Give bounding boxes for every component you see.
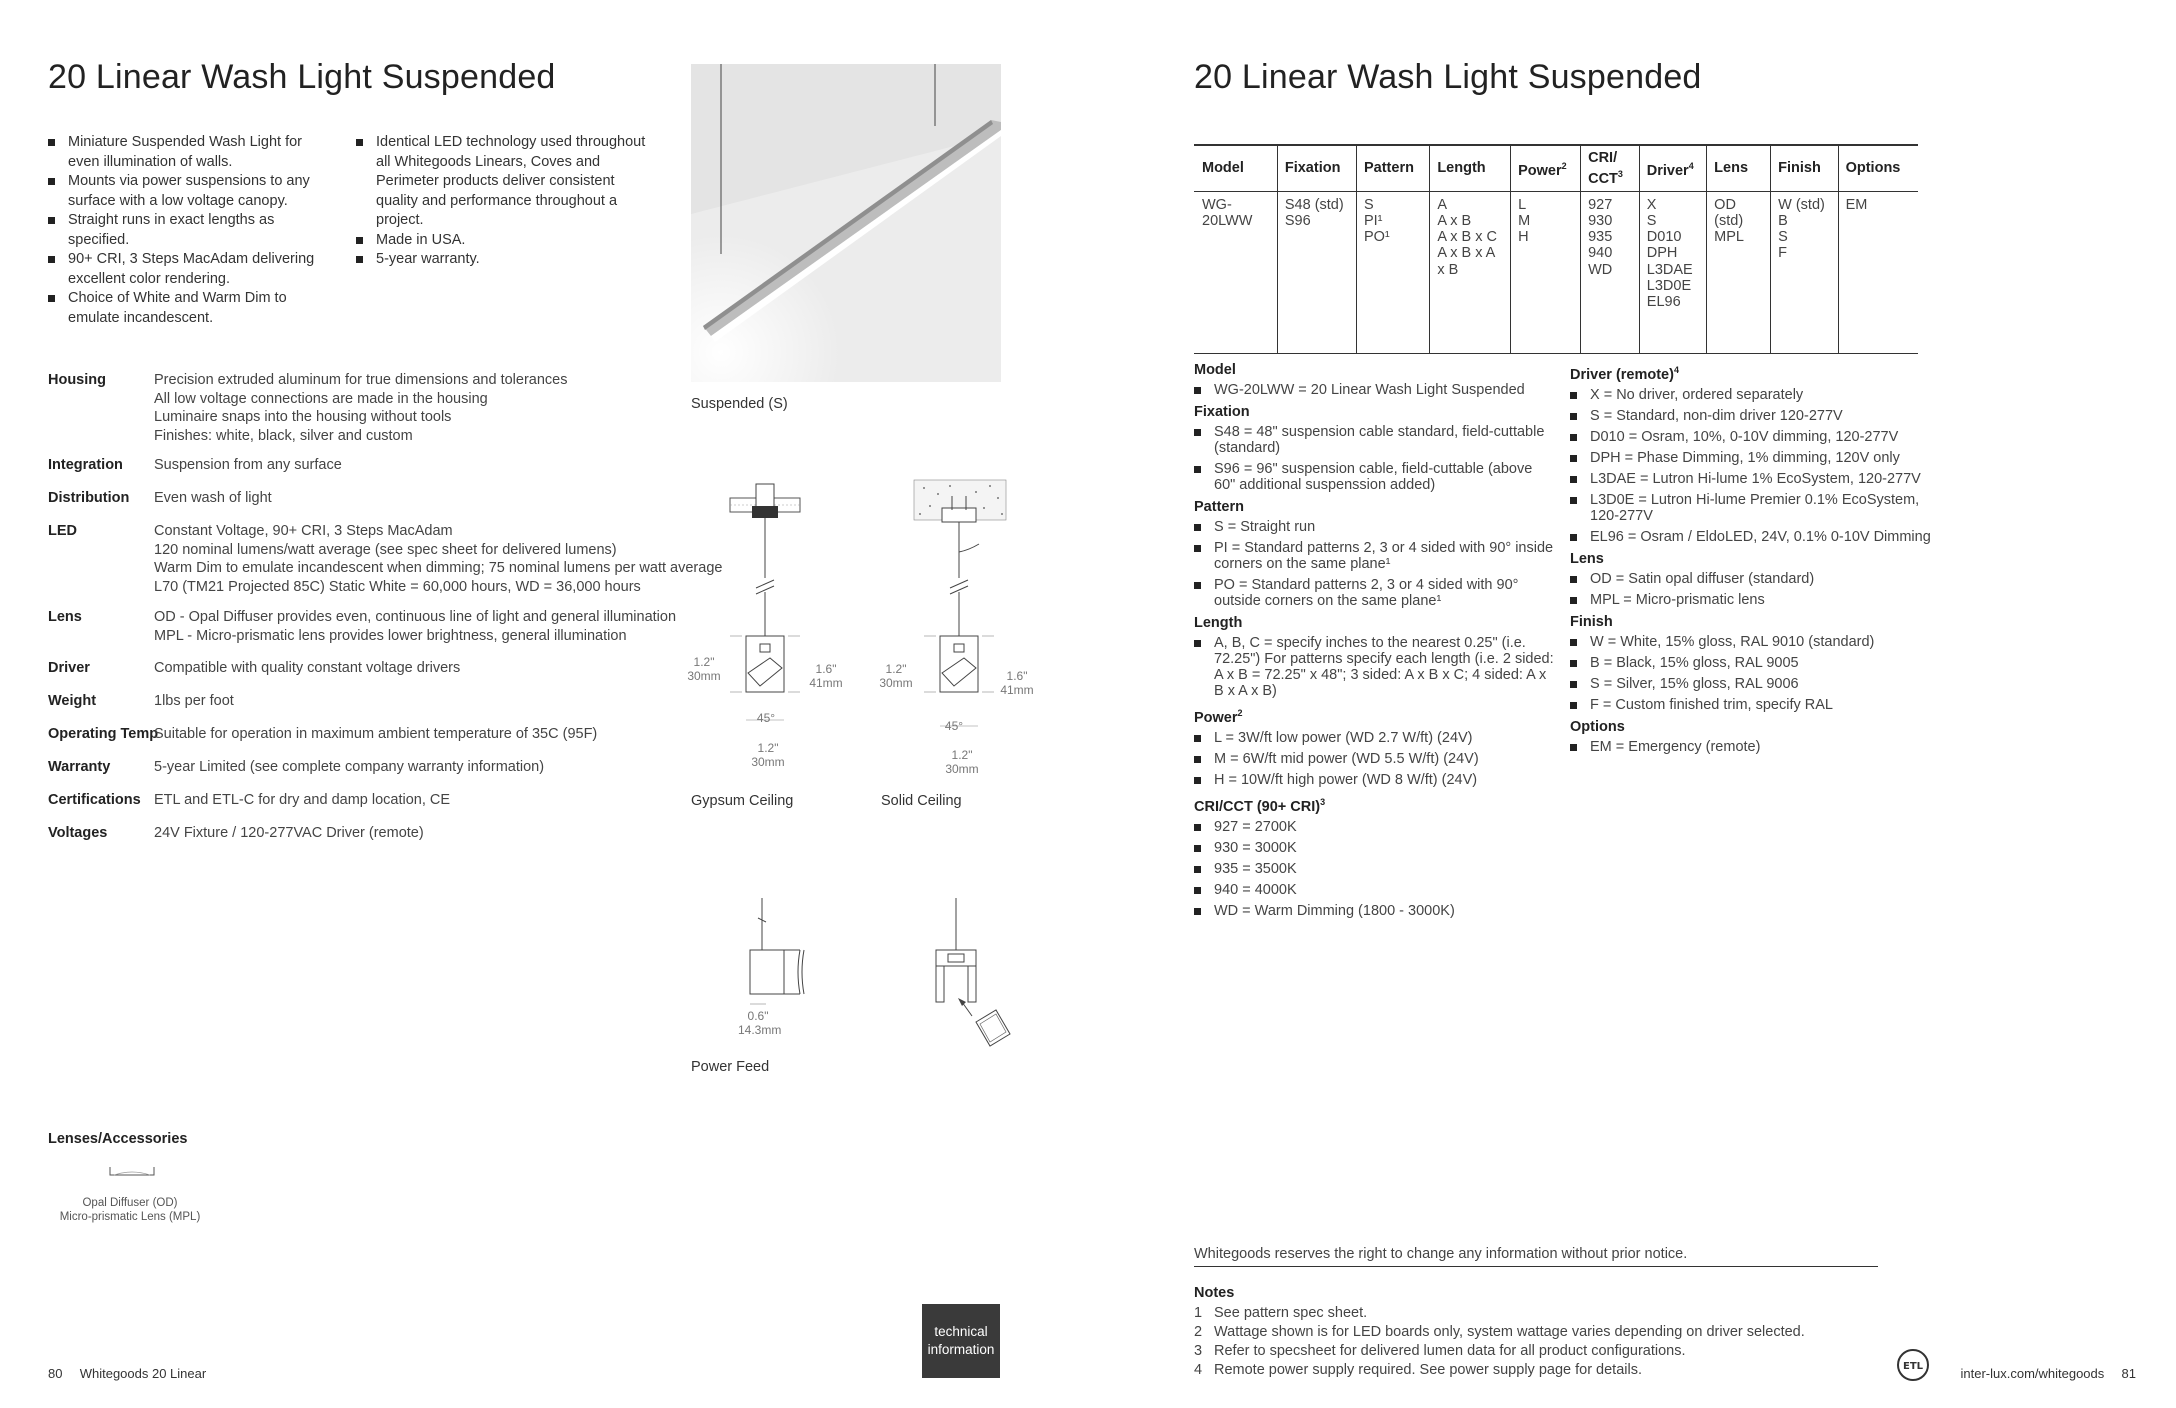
option-list <box>1570 571 1950 608</box>
option-group-title: Power <box>1194 709 1238 726</box>
product-photo <box>691 64 1001 382</box>
solid-dim-bottom: 1.2" 30mm <box>945 748 979 776</box>
feature-list-col2 <box>356 133 646 270</box>
spec-value <box>154 456 342 475</box>
lens-profile-icon <box>108 1164 156 1180</box>
option-item: S96 = 96" suspension cable, field-cuttable (above 60" additional suspenssion added) <box>1194 461 1554 493</box>
feature-bullet: Mounts via power suspensions to any surface with a low voltage canopy. <box>48 172 323 211</box>
option-item: DPH = Phase Dimming, 1% dimming, 120V only <box>1570 450 1950 466</box>
spec-value <box>154 725 597 744</box>
etl-logo-text: ETL <box>1902 1361 1924 1372</box>
option-group-heading <box>1194 705 1554 726</box>
note-number: 3 <box>1194 1343 1203 1359</box>
option-group-title: Length <box>1194 615 1243 631</box>
order-col-header-text: Model <box>1202 160 1244 177</box>
ordering-table <box>1194 144 1918 354</box>
spec-line: Suitable for operation in maximum ambient temperature of 35C (95F) <box>154 726 598 742</box>
gypsum-dim-bottom: 1.2" 30mm <box>751 741 785 769</box>
option-group-title: Options <box>1570 718 1625 735</box>
spec-line: Warm Dim to emulate incandescent when dimming; 75 nominal lumens per watt average <box>154 560 723 576</box>
option-list <box>1194 424 1554 493</box>
option-item: PO = Standard patterns 2, 3 or 4 sided with 90° outside corners on the same plane¹ <box>1194 577 1554 609</box>
etl-cert-logo <box>1896 1348 1930 1382</box>
solid-dim-left: 1.2" 30mm <box>879 662 913 690</box>
spec-line: Suspension from any surface <box>154 457 342 473</box>
option-group-title: Model <box>1194 362 1236 378</box>
option-item: S = Silver, 15% gloss, RAL 9006 <box>1570 676 1950 692</box>
feature-bullet: Made in USA. <box>356 231 646 251</box>
spec-line: Even wash of light <box>154 490 272 506</box>
option-group-heading <box>1570 614 1950 630</box>
note-number: 4 <box>1194 1362 1203 1378</box>
option-item: OD = Satin opal diffuser (standard) <box>1570 571 1950 587</box>
spec-line: 24V Fixture / 120-277VAC Driver (remote) <box>154 825 424 841</box>
note-number: 1 <box>1194 1305 1203 1321</box>
right-page-title: 20 Linear Wash Light Suspended <box>1194 58 1702 96</box>
order-cell: A A x B A x B x C A x B x A x B <box>1430 191 1511 353</box>
option-group-heading <box>1194 794 1554 815</box>
spec-label: Voltages <box>48 825 108 841</box>
note-text: Refer to specsheet for delivered lumen data for all product configurations. <box>1214 1343 1686 1359</box>
note-number: 2 <box>1194 1324 1203 1340</box>
left-page-number: 80 <box>48 1366 63 1381</box>
right-page-number: 81 <box>2121 1366 2136 1381</box>
note-text: Wattage shown is for LED boards only, system wattage varies depending on driver selected. <box>1214 1324 1805 1340</box>
notes-list <box>1194 1304 1894 1380</box>
option-item: EM = Emergency (remote) <box>1570 739 1950 755</box>
feature-bullet: Miniature Suspended Wash Light for even illumination of walls. <box>48 133 323 172</box>
option-group-heading <box>1570 362 1950 383</box>
caption-power-feed: Power Feed <box>691 1059 770 1075</box>
right-footer <box>1960 1366 2136 1381</box>
footnote-ref: 2 <box>1237 708 1243 718</box>
spec-label: LED <box>48 523 77 539</box>
option-group-title: Finish <box>1570 613 1613 630</box>
spec-line: Precision extruded aluminum for true dimensions and tolerances <box>154 372 568 388</box>
order-cell: 927 930 935 940 WD <box>1581 191 1640 353</box>
option-list <box>1194 635 1554 699</box>
order-col-header <box>1639 145 1706 191</box>
order-cell: EM <box>1838 191 1918 353</box>
footnote-ref: 2 <box>1561 161 1567 171</box>
option-group-heading <box>1194 362 1554 378</box>
gypsum-dim-left: 1.2" 30mm <box>687 655 721 683</box>
option-item: S = Standard, non-dim driver 120-277V <box>1570 408 1950 424</box>
option-list <box>1194 730 1554 788</box>
accessories-heading: Lenses/Accessories <box>48 1131 188 1147</box>
spec-line: L70 (TM21 Projected 85C) Static White = 60,000 hours, WD = 36,000 hours <box>154 578 641 595</box>
note-row <box>1194 1361 1894 1380</box>
order-col-header <box>1581 145 1640 191</box>
order-cell: WG-20LWW <box>1194 191 1277 353</box>
notes-heading: Notes <box>1194 1285 1235 1301</box>
option-item: L3D0E = Lutron Hi-lume Premier 0.1% EcoSystem, 120-277V <box>1570 492 1950 524</box>
right-footer-url[interactable]: inter-lux.com/whitegoods <box>1960 1366 2105 1381</box>
option-item: S48 = 48" suspension cable standard, field-cuttable (standard) <box>1194 424 1554 456</box>
spec-line: Constant Voltage, 90+ CRI, 3 Steps MacAdam <box>154 523 453 539</box>
spec-value <box>154 791 450 810</box>
option-list <box>1570 387 1950 545</box>
option-item: D010 = Osram, 10%, 0-10V dimming, 120-277V <box>1570 429 1950 445</box>
left-page-title: 20 Linear Wash Light Suspended <box>48 58 556 96</box>
option-group-title: Pattern <box>1194 499 1244 515</box>
option-item: 935 = 3500K <box>1194 861 1554 877</box>
spec-label: Driver <box>48 660 90 676</box>
spec-value <box>154 371 567 445</box>
order-cell: OD (std) MPL <box>1707 191 1771 353</box>
option-list <box>1570 634 1950 713</box>
option-item: B = Black, 15% gloss, RAL 9005 <box>1570 655 1950 671</box>
spec-label: Lens <box>48 609 82 625</box>
option-item: 927 = 2700K <box>1194 819 1554 835</box>
spec-value <box>154 608 676 645</box>
option-group-title: Driver (remote) <box>1570 366 1674 383</box>
spec-value <box>154 692 234 711</box>
order-col-header <box>1194 145 1277 191</box>
feature-bullet: Identical LED technology used throughout all Whitegoods Linears, Coves and Perimeter products deliver consistent quality and performance throughout a project. <box>356 133 646 231</box>
order-col-header-text: Power <box>1518 162 1562 179</box>
note-text: See pattern spec sheet. <box>1214 1305 1368 1321</box>
power-feed-dim: 0.6" 14.3mm <box>738 1009 782 1037</box>
option-item: 940 = 4000K <box>1194 882 1554 898</box>
note-text: Remote power supply required. See power supply page for details. <box>1214 1362 1642 1378</box>
footnote-ref: 3 <box>1617 169 1623 179</box>
option-group-title: Fixation <box>1194 404 1250 420</box>
option-item: S = Straight run <box>1194 519 1554 535</box>
spec-line: 120 nominal lumens/watt average (see spec sheet for delivered lumens) <box>154 541 617 558</box>
spec-label: Warranty <box>48 759 111 775</box>
spec-line: 1lbs per foot <box>154 693 234 709</box>
accessory-label: Opal Diffuser (OD) Micro-prismatic Lens (MPL) <box>59 1197 201 1223</box>
option-item: WD = Warm Dimming (1800 - 3000K) <box>1194 903 1554 919</box>
spec-value <box>154 489 272 508</box>
spec-label: Distribution <box>48 490 130 506</box>
option-group-title: Lens <box>1570 550 1604 567</box>
spec-label: Housing <box>48 372 106 388</box>
option-group-heading <box>1194 499 1554 515</box>
footnote-ref: 4 <box>1688 161 1694 171</box>
order-col-header <box>1771 145 1838 191</box>
note-row <box>1194 1323 1894 1342</box>
order-col-header-text: Lens <box>1714 160 1749 177</box>
note-row <box>1194 1304 1894 1323</box>
order-col-header <box>1277 145 1356 191</box>
order-col-header-text: Fixation <box>1284 160 1341 177</box>
order-cell: S48 (std) S96 <box>1277 191 1356 353</box>
spec-line: Finishes: white, black, silver and custom <box>154 427 413 444</box>
suspended-fixture-render <box>691 64 1001 382</box>
order-cell: W (std) B S F <box>1771 191 1838 353</box>
left-footer <box>48 1366 206 1381</box>
option-item: A, B, C = specify inches to the nearest 0.25" (i.e. 72.25") For patterns specify each length (i.e. 2 sided: A x B = 72.25" x 48"; 3 sided: A x B x C; 4 sided: A x B x A x B) <box>1194 635 1554 699</box>
order-col-header <box>1511 145 1581 191</box>
spec-line: All low voltage connections are made in the housing <box>154 390 488 407</box>
option-item: H = 10W/ft high power (WD 8 W/ft) (24V) <box>1194 772 1554 788</box>
order-col-header-text: Finish <box>1778 160 1821 177</box>
option-item: F = Custom finished trim, specify RAL <box>1570 697 1950 713</box>
option-item: MPL = Micro-prismatic lens <box>1570 592 1950 608</box>
order-col-header-text: Driver <box>1646 162 1689 179</box>
disclaimer: Whitegoods reserves the right to change any information without prior notice. <box>1194 1246 1688 1262</box>
footnote-ref: 3 <box>1320 796 1326 807</box>
options-column-1 <box>1194 362 1554 925</box>
spec-value <box>154 659 460 678</box>
gypsum-dim-right: 1.6" 41mm <box>809 662 843 690</box>
order-col-header-text: Pattern <box>1363 160 1414 177</box>
order-col-header-text: CRI/ CCT <box>1588 150 1618 187</box>
options-column-2 <box>1570 362 1950 761</box>
technical-information-tab[interactable]: technical information <box>922 1304 1000 1378</box>
option-list <box>1194 382 1554 398</box>
feature-list-col1 <box>48 133 323 328</box>
spec-label: Integration <box>48 457 123 473</box>
option-group-title: CRI/CCT (90+ CRI) <box>1194 798 1321 815</box>
option-item: EL96 = Osram / EldoLED, 24V, 0.1% 0-10V Dimming <box>1570 529 1950 545</box>
gypsum-dim-angle: 45° <box>756 711 776 725</box>
order-cell: S PI¹ PO¹ <box>1356 191 1429 353</box>
order-col-header-text: Length <box>1437 160 1486 177</box>
solid-dim-angle: 45° <box>944 719 964 733</box>
order-col-header <box>1430 145 1511 191</box>
spec-line: MPL - Micro-prismatic lens provides lower brightness, general illumination <box>154 627 627 644</box>
left-footer-text: Whitegoods 20 Linear <box>79 1366 207 1381</box>
option-item: 930 = 3000K <box>1194 840 1554 856</box>
spec-line: 5-year Limited (see complete company warranty information) <box>154 759 545 775</box>
spec-line: Compatible with quality constant voltage drivers <box>154 660 461 676</box>
feature-bullet: Choice of White and Warm Dim to emulate incandescent. <box>48 289 323 328</box>
option-list <box>1570 739 1950 755</box>
solid-dim-right: 1.6" 41mm <box>1000 669 1034 697</box>
note-row <box>1194 1342 1894 1361</box>
option-list <box>1194 519 1554 609</box>
order-col-header-text: Options <box>1845 160 1901 177</box>
option-item: L = 3W/ft low power (WD 2.7 W/ft) (24V) <box>1194 730 1554 746</box>
order-col-header <box>1838 145 1918 191</box>
option-group-heading <box>1194 615 1554 631</box>
order-col-header <box>1356 145 1429 191</box>
option-item: M = 6W/ft mid power (WD 5.5 W/ft) (24V) <box>1194 751 1554 767</box>
spec-label: Operating Temp <box>48 726 159 742</box>
feature-bullet: 5-year warranty. <box>356 250 646 270</box>
order-cell: X S D010 DPH L3DAE L3D0E EL96 <box>1639 191 1706 353</box>
option-item: W = White, 15% gloss, RAL 9010 (standard) <box>1570 634 1950 650</box>
feature-bullet: Straight runs in exact lengths as specified. <box>48 211 323 250</box>
option-group-heading <box>1570 551 1950 567</box>
footnote-ref: 4 <box>1673 365 1679 375</box>
spec-label: Certifications <box>48 792 141 808</box>
option-item: PI = Standard patterns 2, 3 or 4 sided with 90° inside corners on the same plane¹ <box>1194 540 1554 572</box>
spec-line: Luminaire snaps into the housing without tools <box>154 409 452 425</box>
feature-bullet: 90+ CRI, 3 Steps MacAdam delivering excellent color rendering. <box>48 250 323 289</box>
spec-label: Weight <box>48 693 97 709</box>
spec-line: OD - Opal Diffuser provides even, continuous line of light and general illumination <box>154 609 677 625</box>
caption-suspended: Suspended (S) <box>691 396 788 412</box>
spec-value <box>154 758 544 777</box>
order-cell: L M H <box>1511 191 1581 353</box>
option-item: WG-20LWW = 20 Linear Wash Light Suspended <box>1194 382 1554 398</box>
spec-value <box>154 522 722 596</box>
order-col-header <box>1707 145 1771 191</box>
option-list <box>1194 819 1554 919</box>
disclaimer-rule <box>1194 1266 1878 1267</box>
option-group-heading <box>1570 719 1950 735</box>
option-item: X = No driver, ordered separately <box>1570 387 1950 403</box>
option-item: L3DAE = Lutron Hi-lume 1% EcoSystem, 120-277V <box>1570 471 1950 487</box>
spec-value <box>154 824 424 843</box>
caption-gypsum-ceiling: Gypsum Ceiling <box>691 793 794 809</box>
spec-line: ETL and ETL-C for dry and damp location, CE <box>154 792 451 808</box>
caption-solid-ceiling: Solid Ceiling <box>881 793 962 809</box>
option-group-heading <box>1194 404 1554 420</box>
